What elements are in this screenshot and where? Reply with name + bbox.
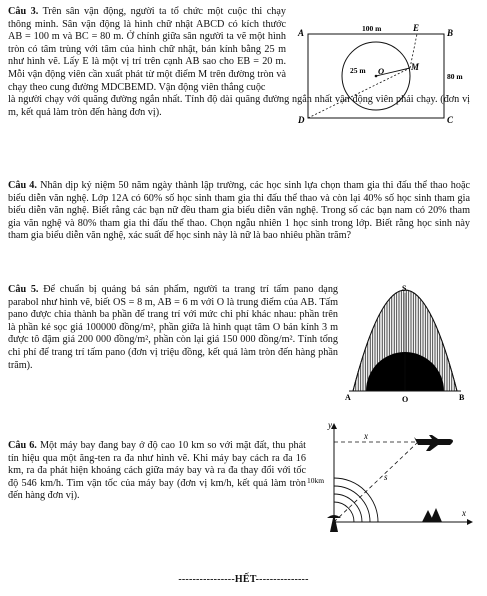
question-4-text: Nhân dịp kỷ niệm 50 năm ngày thành lập trường, các học sinh lựa chọn tham gia thi đấu thể thao hoặc biểu diễn văn nghệ. Lớp 12A có 60% số học sinh tham gia thi đấu thể thao và còn lại 40% số học sinh tham gia biểu diễn văn nghệ. Biết rằng các bạn nữ đều tham gia biểu diễn văn nghệ. Trong số các bạn nam có 20% tham gia văn nghệ và 80% tham gia thi đấu thể thao. Chọn ngẫu nhiên 1 học sinh trong lớp. Biết rằng học sinh này tham gia biểu diễn văn nghệ, xác suất để học sinh này là nữ là bao nhiêu phần trăm? [8,180,471,242]
question-5 [8,284,338,372]
label-O-pano: O [402,395,409,404]
label-s: s [384,472,388,482]
label-ab-length: 100 m [362,24,382,33]
question-3-tail: là người chạy với quãng đường ngắn nhất. Tính độ dài quãng đường ngắn nhất vận động viên phải chạy. (đơn vị m, kết quả làm tròn đến hàng đơn vị). [8,94,470,118]
question-4 [8,180,470,243]
label-D: D [298,115,305,125]
label-x-axis: x [462,508,466,518]
question-6-body [8,440,306,503]
stadium-figure [296,22,476,132]
label-A: A [298,28,305,38]
label-radius: 25 m [350,66,366,75]
question-3-text: Trên sân vận động, người ta tổ chức một cuộc thi chạy thông minh. Sân vận động là hình chữ nhật ABCD có kích thước AB = 100 m và BC = 80 m. Ở chính giữa sân người ta vẽ một hình tròn có tâm trùng với tâm của hình chữ nhật, bán kính bằng 25 m như hình vẽ. Lấy E là một vị trí trên cạnh AB sao cho EB = 20 m. Mỗi vận động viên cần xuất phát từ một điểm M trên đường tròn và chạy theo cung đường MDCBEMD. Vận động viên thắng cuộc [8,6,286,93]
radar-antenna-icon [327,515,341,532]
question-3-number: Câu 3. [8,6,39,17]
label-B: B [447,28,454,38]
question-4-body [8,180,470,243]
question-6 [8,440,306,503]
question-5-number: Câu 5. [8,284,39,295]
label-S: S [402,284,407,293]
end-marker: ----------------HẾT--------------- [178,574,309,585]
question-5-text: Để chuẩn bị quảng bá sản phẩm, người ta trang trí tấm pano dạng parabol như hình vẽ, biết OS = 8 m, AB = 6 m với O là trung điểm của AB. Tấm pano được chia thành ba phần để trang trí với mức chi phí khác nhau: phần trên là phần kẻ sọc giá 100000 đồng/m², phần giữa là hình quạt tâm O bán kính 3 m được tô đậm giá 200 000 đồng/m², phần còn lại giá 150 000 đồng/m². Tính tổng chi phí để trang trí tấm pano (đơn vị triệu đồng, kết quả làm tròn đến hàng phần trăm). [8,284,339,371]
label-E: E [413,23,420,33]
question-6-text: Một máy bay đang bay ở độ cao 10 km so với mặt đất, thu phát tín hiệu qua một ăng-ten ra đa như hình vẽ. Khi máy bay cách ra đa 16 km, ra đa phát hiện khoảng cách giữa máy bay và ra đa thay đổi với tốc độ 546 km/h. Tìm vận tốc của máy bay (đơn vị km/h, kết quả làm tròn đến hàng đơn vị). [8,440,307,502]
label-A-pano: A [345,393,351,402]
question-6-number: Câu 6. [8,440,37,451]
label-C: C [447,115,454,125]
label-M: M [411,62,420,72]
question-4-number: Câu 4. [8,180,37,191]
label-O: O [378,66,385,76]
airplane-icon [414,435,453,451]
label-B-pano: B [459,393,465,402]
trees-icon [422,508,442,522]
radar-figure [306,418,478,538]
question-3-body [8,6,286,94]
label-height: 10km [307,476,325,485]
label-x-distance: x [364,431,368,441]
parabola-pano-figure [345,284,477,404]
label-y-axis: y [328,420,332,430]
question-5-body [8,284,338,372]
label-bc-length: 80 m [447,72,463,81]
